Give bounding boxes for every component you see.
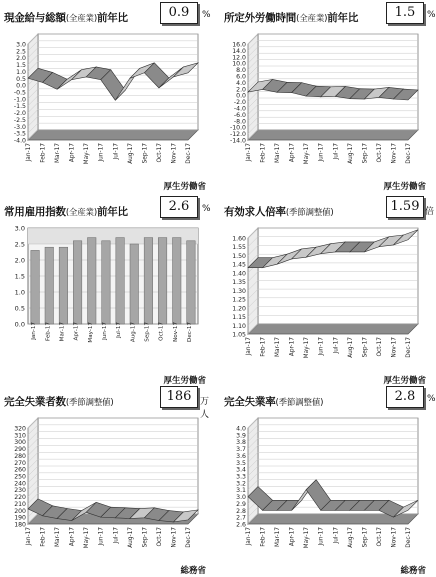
x-tick-label: Jul-17 <box>333 143 340 160</box>
y-tick-label: 14.0 <box>232 47 246 55</box>
y-tick-label: -1.5 <box>13 103 26 111</box>
y-tick-label: 2.6 <box>236 521 246 529</box>
y-tick-label: 2.0 <box>236 86 246 94</box>
x-tick-label: Jul-17 <box>113 143 120 160</box>
panel-header <box>2 2 212 26</box>
chart-svg <box>222 412 432 562</box>
value-unit: % <box>427 10 436 20</box>
y-tick-label: -8.0 <box>233 118 246 126</box>
x-tick-label: Jun-17 <box>98 527 105 546</box>
panel-job-ratio <box>222 196 435 386</box>
floor <box>28 130 198 140</box>
value-box: 186 <box>160 386 198 408</box>
x-tick-label: Apr-17 <box>73 322 80 341</box>
x-tick-label: Oct-17 <box>156 527 163 547</box>
y-tick-label: -2.5 <box>13 116 26 124</box>
x-tick-label: Jun-17 <box>318 143 325 162</box>
panel-wage <box>2 2 212 192</box>
bar <box>158 238 167 324</box>
floor <box>248 130 418 140</box>
y-tick-label: 3.0 <box>236 494 246 502</box>
x-tick-label: Nov-17 <box>171 527 178 548</box>
y-tick-label: 3.1 <box>236 487 246 495</box>
x-tick-label: Oct-17 <box>376 143 383 163</box>
x-tick-label: Aug-17 <box>347 527 354 548</box>
x-tick-label: May-17 <box>87 322 94 343</box>
y-tick-label: 2.8 <box>236 507 246 515</box>
x-tick-label: Aug-17 <box>127 143 134 164</box>
panel-header <box>2 386 212 420</box>
y-tick-label: 3.0 <box>14 224 25 233</box>
y-tick-label: -0.5 <box>13 89 26 97</box>
bar <box>130 244 139 324</box>
y-tick-label: 180 <box>14 521 26 529</box>
panel-header <box>222 2 436 26</box>
x-tick-label: Aug-17 <box>347 337 354 358</box>
chart-area <box>2 222 212 376</box>
x-tick-label: Mar-17 <box>55 527 62 548</box>
y-tick-label: 0.0 <box>236 92 246 100</box>
x-tick-label: Jan-17 <box>246 143 252 162</box>
x-tick-label: Feb-17 <box>260 143 267 163</box>
panel-title: 有効求人倍率(季節調整値) <box>224 206 334 218</box>
x-tick-label: Jun-17 <box>98 143 105 162</box>
y-tick-label: 310 <box>14 432 26 440</box>
y-tick-label: 300 <box>14 439 26 447</box>
y-tick-label: 1.40 <box>232 270 246 278</box>
x-tick-label: Nov-17 <box>391 337 398 358</box>
y-tick-label: -3.5 <box>13 130 26 138</box>
source-label: 厚生労働省 <box>163 376 206 386</box>
y-tick-label: 1.60 <box>232 235 246 243</box>
panel-header <box>2 196 212 220</box>
panel-title: 所定外労働時間(全産業)前年比 <box>224 12 359 24</box>
x-tick-label: Apr-17 <box>289 143 296 163</box>
value-unit: 万人 <box>200 397 210 420</box>
x-tick-label: Nov-17 <box>391 143 398 164</box>
chart-svg <box>222 28 432 178</box>
x-tick-label: Oct-17 <box>376 527 383 547</box>
chart-area <box>2 412 212 566</box>
panel-title: 現金給与総額(全産業)前年比 <box>4 12 128 24</box>
y-tick-label: 1.20 <box>232 305 246 313</box>
panel-title: 常用雇用指数(全産業)前年比 <box>4 206 128 218</box>
bar <box>31 250 40 324</box>
x-tick-label: Jun-17 <box>318 527 325 546</box>
x-tick-label: Mar-17 <box>275 143 282 164</box>
x-tick-label: Jul-17 <box>333 337 340 354</box>
y-tick-label: 3.2 <box>236 480 246 488</box>
x-tick-label: Sep-17 <box>362 337 369 358</box>
bar <box>102 241 111 324</box>
panel-title: 完全失業率(季節調整値) <box>224 396 324 408</box>
x-tick-label: Feb-17 <box>45 322 52 342</box>
y-tick-label: 1.35 <box>232 279 246 287</box>
y-tick-label: 0.0 <box>16 82 26 90</box>
source-label: 総務省 <box>180 566 206 576</box>
y-tick-label: 210 <box>14 500 26 508</box>
x-tick-label: Dec-17 <box>406 527 412 548</box>
x-tick-label: Feb-17 <box>260 337 267 357</box>
bar <box>144 238 153 324</box>
x-tick-label: Jul-17 <box>116 322 123 338</box>
chart-svg <box>2 222 212 372</box>
y-tick-label: -4.0 <box>233 105 246 113</box>
x-tick-label: Nov-17 <box>172 322 179 342</box>
y-tick-label: -12.0 <box>229 131 246 139</box>
value-unit: 倍 <box>425 207 435 217</box>
y-tick-label: 240 <box>14 480 26 488</box>
y-tick-label: 0.5 <box>16 75 26 83</box>
y-tick-label: 200 <box>14 507 26 515</box>
x-tick-label: Jul-17 <box>333 527 340 544</box>
value-box: 0.9 <box>160 2 198 24</box>
x-tick-label: Dec-17 <box>406 337 412 358</box>
x-tick-label: Aug-17 <box>130 322 137 343</box>
panel-header <box>222 386 436 410</box>
y-tick-label: 1.55 <box>232 244 246 252</box>
x-tick-label: Jan-17 <box>26 143 32 162</box>
x-tick-label: Oct-17 <box>158 322 165 341</box>
panel-unemployed <box>2 386 212 576</box>
y-tick-label: 1.05 <box>232 331 246 339</box>
source-label: 厚生労働省 <box>163 182 206 192</box>
x-tick-label: Apr-17 <box>289 337 296 357</box>
chart-area <box>222 412 432 566</box>
source-label: 厚生労働省 <box>383 376 426 386</box>
y-tick-label: 1.45 <box>232 261 246 269</box>
y-tick-label: 8.0 <box>236 67 246 75</box>
x-tick-label: Sep-17 <box>362 143 369 164</box>
bar <box>45 247 54 324</box>
y-tick-label: 290 <box>14 446 26 454</box>
x-tick-label: Jan-17 <box>246 527 252 546</box>
x-tick-label: Nov-17 <box>171 143 178 164</box>
side-wall <box>248 228 258 334</box>
y-tick-label: 230 <box>14 487 26 495</box>
x-tick-label: Mar-17 <box>59 322 66 342</box>
y-tick-label: 3.5 <box>236 459 246 467</box>
y-tick-label: -2.0 <box>13 110 26 118</box>
y-tick-label: 2.5 <box>16 48 26 56</box>
x-tick-label: Feb-17 <box>40 527 47 547</box>
y-tick-label: 2.7 <box>236 514 246 522</box>
x-tick-label: Dec-17 <box>186 143 192 164</box>
y-tick-label: 2.0 <box>16 55 26 63</box>
x-tick-label: Aug-17 <box>347 143 354 164</box>
x-tick-label: Mar-17 <box>55 143 62 164</box>
y-tick-label: 2.0 <box>14 256 25 265</box>
value-box: 2.8 <box>386 386 424 408</box>
x-tick-label: May-17 <box>304 337 311 359</box>
y-tick-label: -14.0 <box>229 137 246 145</box>
x-tick-label: Dec-17 <box>186 527 192 548</box>
bar <box>88 238 97 324</box>
y-tick-label: 16.0 <box>232 41 246 49</box>
y-tick-label: -2.0 <box>233 99 246 107</box>
y-tick-label: 1.5 <box>16 62 26 70</box>
x-tick-label: Sep-17 <box>142 143 149 164</box>
chart-svg <box>222 222 432 372</box>
x-tick-label: May-17 <box>84 143 91 165</box>
y-tick-label: 260 <box>14 466 26 474</box>
x-tick-label: Jan-17 <box>31 322 38 340</box>
y-tick-label: 4.0 <box>236 425 246 433</box>
chart-area <box>222 222 432 376</box>
x-tick-label: Jun-17 <box>101 322 108 340</box>
x-tick-label: Sep-17 <box>144 322 151 342</box>
y-tick-label: 190 <box>14 514 26 522</box>
value-box: 2.6 <box>160 196 198 218</box>
y-tick-label: 220 <box>14 494 26 502</box>
x-tick-label: Nov-17 <box>391 527 398 548</box>
value-box: 1.5 <box>386 2 424 24</box>
y-tick-label: 6.0 <box>236 73 246 81</box>
panel-title: 完全失業者数(季節調整値) <box>4 396 114 408</box>
panel-header <box>222 196 435 220</box>
y-tick-label: 1.50 <box>232 252 246 260</box>
source-label: 総務省 <box>400 566 426 576</box>
y-tick-label: -4.0 <box>13 137 26 145</box>
panel-unemployment-rate <box>222 386 436 576</box>
x-tick-label: Dec-17 <box>406 143 412 164</box>
bar <box>59 247 68 324</box>
value-unit: % <box>427 394 436 404</box>
y-tick-label: -3.0 <box>13 123 26 131</box>
y-tick-label: 2.9 <box>236 500 246 508</box>
x-tick-label: Jul-17 <box>113 527 120 544</box>
y-tick-label: -1.0 <box>13 96 26 104</box>
y-tick-label: 1.5 <box>14 272 25 281</box>
x-tick-label: May-17 <box>304 527 311 549</box>
x-tick-label: Jan-17 <box>246 337 252 356</box>
value-unit: % <box>202 10 211 20</box>
y-tick-label: -10.0 <box>229 124 246 132</box>
x-tick-label: Oct-17 <box>156 143 163 163</box>
bar <box>73 241 82 324</box>
chart-area <box>222 28 432 182</box>
y-tick-label: 3.8 <box>236 439 246 447</box>
panel-overtime <box>222 2 436 192</box>
x-tick-label: May-17 <box>84 527 91 549</box>
x-tick-label: Oct-17 <box>376 337 383 357</box>
x-tick-label: May-17 <box>304 143 311 165</box>
bar <box>116 238 125 324</box>
y-tick-label: 4.0 <box>236 79 246 87</box>
x-tick-label: Apr-17 <box>289 527 296 547</box>
y-tick-label: 3.0 <box>16 41 26 49</box>
x-tick-label: Apr-17 <box>69 527 76 547</box>
x-tick-label: Sep-17 <box>362 527 369 548</box>
y-tick-label: 320 <box>14 425 26 433</box>
chart-area <box>2 28 212 182</box>
panel-employment <box>2 196 212 386</box>
bar <box>187 241 196 324</box>
x-tick-label: Jun-17 <box>318 337 325 356</box>
x-tick-label: Dec-17 <box>186 322 193 342</box>
y-tick-label: 12.0 <box>232 54 246 62</box>
x-tick-label: Mar-17 <box>275 527 282 548</box>
bar <box>173 238 182 324</box>
y-tick-label: 0.5 <box>14 304 25 313</box>
y-tick-label: 2.5 <box>14 240 25 249</box>
y-tick-label: 3.4 <box>236 466 246 474</box>
x-tick-label: Feb-17 <box>260 527 267 547</box>
value-unit: % <box>202 204 211 214</box>
x-tick-label: Feb-17 <box>40 143 47 163</box>
y-tick-label: 0.0 <box>14 320 25 329</box>
y-tick-label: 250 <box>14 473 26 481</box>
y-tick-label: 1.10 <box>232 322 246 330</box>
floor <box>248 324 418 334</box>
y-tick-label: 3.6 <box>236 452 246 460</box>
x-tick-label: Apr-17 <box>69 143 76 163</box>
x-tick-label: Jan-17 <box>26 527 32 546</box>
source-label: 厚生労働省 <box>383 182 426 192</box>
y-tick-label: 1.15 <box>232 314 246 322</box>
y-tick-label: 270 <box>14 459 26 467</box>
y-tick-label: 3.7 <box>236 446 246 454</box>
x-tick-label: Aug-17 <box>127 527 134 548</box>
y-tick-label: 10.0 <box>232 60 246 68</box>
chart-svg <box>2 28 212 178</box>
x-tick-label: Mar-17 <box>275 337 282 358</box>
value-box: 1.59 <box>386 196 424 218</box>
y-tick-label: 1.0 <box>14 288 25 297</box>
y-tick-label: 1.0 <box>16 68 26 76</box>
x-tick-label: Sep-17 <box>142 527 149 548</box>
chart-svg <box>2 412 212 562</box>
y-tick-label: 1.25 <box>232 296 246 304</box>
y-tick-label: 1.30 <box>232 287 246 295</box>
y-tick-label: 280 <box>14 452 26 460</box>
y-tick-label: -6.0 <box>233 111 246 119</box>
y-tick-label: 3.3 <box>236 473 246 481</box>
y-tick-label: 3.9 <box>236 432 246 440</box>
